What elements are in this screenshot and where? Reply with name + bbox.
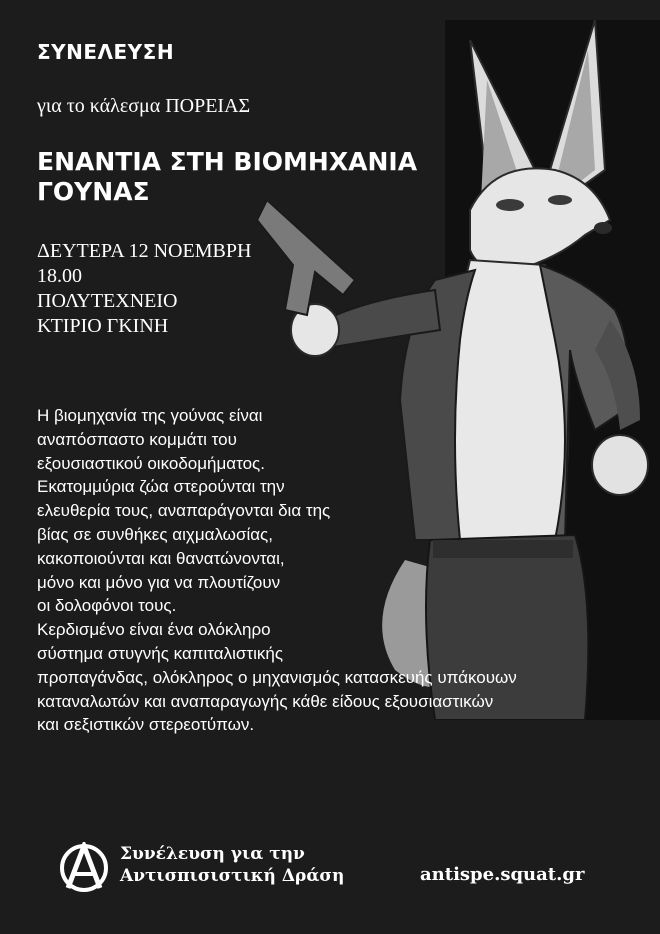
event-time: 18.00 xyxy=(37,265,82,287)
anarchy-circle-a-icon xyxy=(58,842,110,894)
body-line: Εκατομμύρια ζώα στερούνται την xyxy=(37,477,285,497)
headline-line-2: ΓΟΥΝΑΣ xyxy=(37,177,150,206)
fox-right-eye xyxy=(548,195,572,205)
headline-line-1: ΕΝΑΝΤΙΑ ΣΤΗ ΒΙΟΜΗΧΑΝΙΑ xyxy=(37,147,418,176)
body-line: προπαγάνδας, ολόκληρος ο μηχανισμός κατασκευής υπάκουων xyxy=(37,667,517,687)
body-line: κακοποιούνται και θανατώνονται, xyxy=(37,548,285,568)
body-line: οι δολοφόνοι τους. xyxy=(37,596,177,616)
org-line-2: Αντισπισιστική Δράση xyxy=(120,866,345,886)
body-line: εξουσιαστικού οικοδομήματος. xyxy=(37,453,265,473)
body-line: αναπόσπαστο κομμάτι του xyxy=(37,429,237,449)
poster-headline xyxy=(37,147,417,207)
body-line: σύστημα στυγνής καπιταλιστικής xyxy=(37,643,284,663)
org-line-1: Συνέλευση για την xyxy=(120,844,305,864)
march-call-line: για το κάλεσμα ΠΟΡΕΙΑΣ xyxy=(37,95,251,117)
event-date: ΔΕΥΤΕΡΑ 12 ΝΟΕΜΒΡΗ xyxy=(37,240,252,262)
assembly-heading: ΣΥΝΕΛΕΥΣΗ xyxy=(37,40,175,64)
event-place: ΠΟΛΥΤΕΧΝΕΙΟ xyxy=(37,290,178,312)
fox-right-paw xyxy=(592,435,648,495)
event-details xyxy=(37,239,251,339)
organization-name xyxy=(120,843,344,887)
body-line: καταναλωτών και αναπαραγωγής κάθε είδους εξουσιαστικών xyxy=(37,691,494,711)
body-line: ελευθερία τους, αναπαράγονται δια της xyxy=(37,501,331,521)
body-line: βίας σε συνθήκες αιχμαλωσίας, xyxy=(37,524,273,544)
body-line: και σεξιστικών στερεοτύπων. xyxy=(37,715,255,735)
body-line: Κερδισμένο είναι ένα ολόκληρο xyxy=(37,620,271,640)
event-building: ΚΤΙΡΙΟ ΓΚΙΝΗ xyxy=(37,315,169,337)
website-link[interactable]: antispe.squat.gr xyxy=(420,864,585,885)
body-line: μόνο και μόνο για να πλουτίζουν xyxy=(37,572,281,592)
fox-nose xyxy=(594,222,612,234)
pistol xyxy=(257,200,355,315)
body-line: Η βιομηχανία της γούνας είναι xyxy=(37,406,263,425)
fox-left-eye xyxy=(496,199,524,211)
body-text xyxy=(37,404,517,737)
